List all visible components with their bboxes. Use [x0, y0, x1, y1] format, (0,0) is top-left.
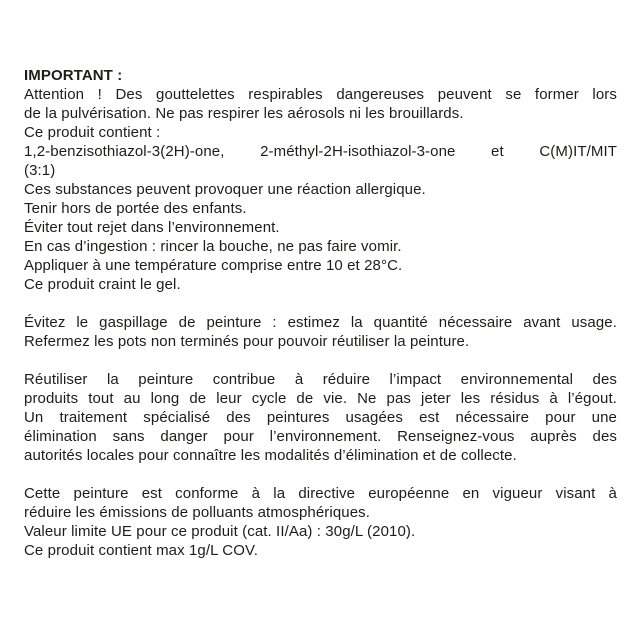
- text-line: Ce produit contient max 1g/L COV.: [24, 542, 258, 559]
- text-line: élimination sans danger pour l’environnement. Renseignez-vous auprès des: [24, 428, 617, 445]
- text-line: Valeur limite UE pour ce produit (cat. II/Aa) : 30g/L (2010).: [24, 523, 416, 540]
- text-line: Ce produit craint le gel.: [24, 276, 181, 293]
- text-line: Appliquer à une température comprise entre 10 et 28°C.: [24, 257, 403, 274]
- text-line: Ce produit contient :: [24, 124, 161, 141]
- text-line: produits tout au long de leur cycle de vie. Ne pas jeter les résidus à l’égout.: [24, 390, 617, 407]
- text-line: autorités locales pour connaître les modalités d’élimination et de collecte.: [24, 447, 517, 464]
- paragraph-voc-compliance: [24, 484, 617, 560]
- text-line: Évitez le gaspillage de peinture : estimez la quantité nécessaire avant usage.: [24, 314, 617, 331]
- paragraph-recycling-disposal: [24, 370, 617, 465]
- text-line: Cette peinture est conforme à la directive européenne en vigueur visant à: [24, 485, 617, 502]
- text-line: Refermez les pots non terminés pour pouvoir réutiliser la peinture.: [24, 333, 470, 350]
- label-paragraphs: [24, 85, 617, 560]
- text-line: 1,2-benzisothiazol-3(2H)-one, 2-méthyl-2H-isothiazol-3-one et C(M)IT/MIT: [24, 143, 617, 160]
- important-heading: IMPORTANT :: [24, 67, 123, 84]
- text-line: Éviter tout rejet dans l’environnement.: [24, 219, 280, 236]
- text-line: Réutiliser la peinture contribue à réduire l’impact environnemental des: [24, 371, 617, 388]
- text-line: Tenir hors de portée des enfants.: [24, 200, 247, 217]
- text-line: réduire les émissions de polluants atmosphériques.: [24, 504, 371, 521]
- text-line: Attention ! Des gouttelettes respirables dangereuses peuvent se former lors: [24, 86, 617, 103]
- text-line: En cas d’ingestion : rincer la bouche, ne pas faire vomir.: [24, 238, 402, 255]
- paragraph-waste-reduction: [24, 313, 617, 351]
- text-line: de la pulvérisation. Ne pas respirer les aérosols ni les brouillards.: [24, 105, 464, 122]
- text-line: (3:1): [24, 162, 56, 179]
- paragraph-safety-warnings: [24, 85, 617, 294]
- product-label-text: [24, 66, 617, 560]
- text-line: Ces substances peuvent provoquer une réaction allergique.: [24, 181, 426, 198]
- text-line: Un traitement spécialisé des peintures usagées est nécessaire pour une: [24, 409, 617, 426]
